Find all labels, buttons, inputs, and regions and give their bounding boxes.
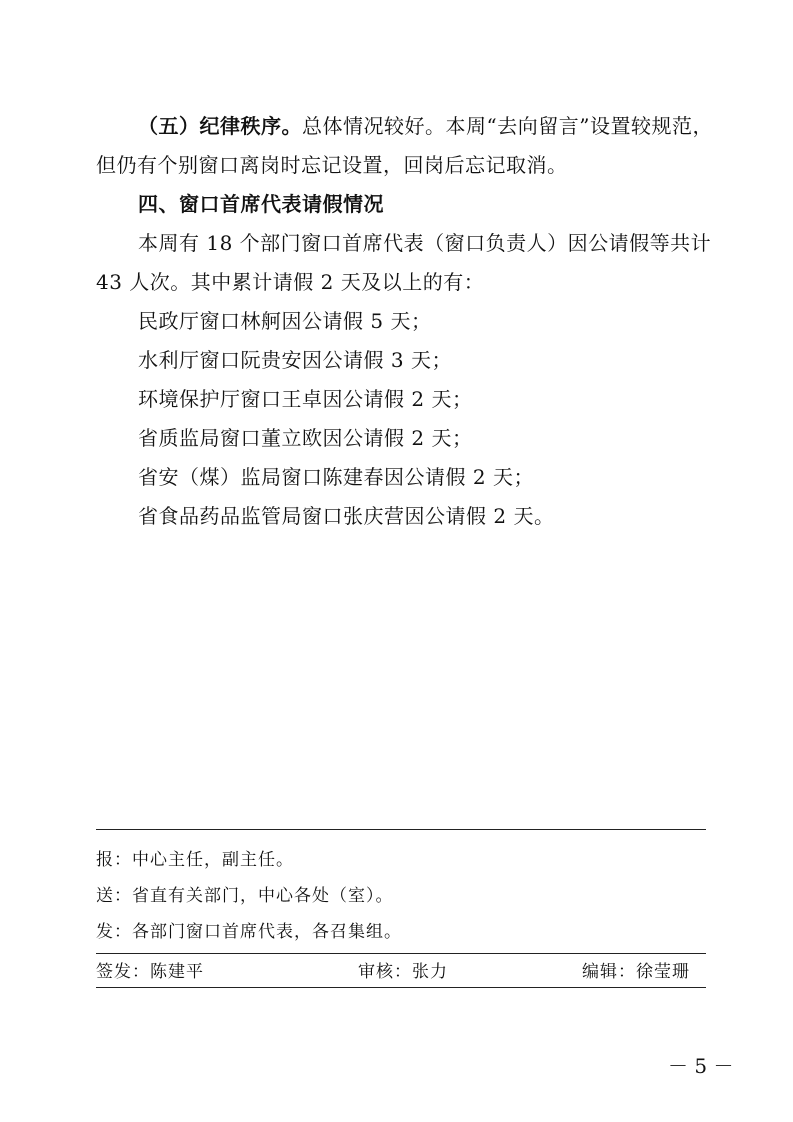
footer-send-to: 送：省直有关部门，中心各处（室）。 — [96, 886, 394, 906]
leave-item: 省安（煤）监局窗口陈建春因公请假 2 天； — [138, 465, 534, 489]
section5-line1 — [138, 112, 713, 140]
section5-line2: 但仍有个别窗口离岗时忘记设置，回岗后忘记取消。 — [96, 153, 568, 177]
leave-summary-line1: 本周有 18 个部门窗口首席代表（窗口负责人）因公请假等共计 — [138, 231, 712, 255]
footer-edited-by: 编辑：徐莹珊 — [582, 962, 690, 982]
footer-report-to: 报：中心主任，副主任。 — [96, 850, 294, 870]
leave-item: 省质监局窗口董立欧因公请假 2 天； — [138, 426, 473, 450]
section4-heading: 四、窗口首席代表请假情况 — [138, 192, 384, 216]
footer-reviewed-by: 审核：张力 — [358, 962, 448, 982]
footer-top-rule — [96, 829, 706, 830]
leave-item: 水利厅窗口阮贵安因公请假 3 天； — [138, 348, 452, 372]
page-number: － 5 － — [668, 1054, 734, 1078]
leave-item: 环境保护厅窗口王卓因公请假 2 天； — [138, 387, 473, 411]
leave-item: 省食品药品监管局窗口张庆营因公请假 2 天。 — [138, 504, 555, 528]
leave-summary-line2: 43 人次。其中累计请假 2 天及以上的有： — [96, 270, 485, 294]
footer-signed-by: 签发：陈建平 — [96, 962, 204, 982]
section5-heading: （五）纪律秩序。 — [138, 114, 302, 138]
leave-item: 民政厅窗口林舸因公请假 5 天； — [138, 309, 432, 333]
footer-distribute-to: 发：各部门窗口首席代表，各召集组。 — [96, 922, 402, 942]
footer-bottom-rule — [96, 987, 706, 988]
footer-signature-row — [96, 960, 696, 984]
section5-line1-text: 总体情况较好。本周“去向留言”设置较规范， — [302, 114, 713, 138]
footer-middle-rule — [96, 953, 706, 954]
